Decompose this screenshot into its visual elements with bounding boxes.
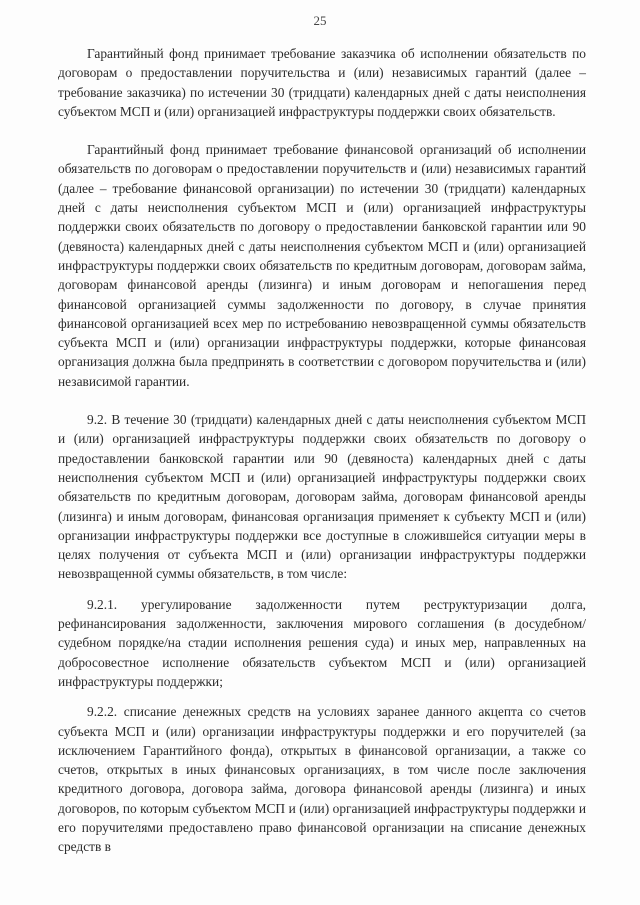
paragraph-clause-9-2: 9.2. В течение 30 (тридцати) календарных дней с даты неисполнения субъектом МСП и (или) организацией инфраструктуры поддержки своих обязательств по договору о предоставлении банковской гарантии или 90 (девяноста) календарных дней с даты неисполнения субъектом МСП и (или) организацией инфраструктуры поддержки своих обязательств по кредитным договорам, договорам займа, договорам финансовой аренды (лизинга) и иным договорам, финансовая организация применяет к субъекту МСП и (или) организации инфраструктуры поддержки все доступные в сложившейся ситуации меры в целях получения от субъекта МСП и (или) организации инфраструктуры поддержки невозвращенной суммы обязательств, в том числе:	[58, 412, 586, 582]
paragraph-guarantee-fund-financial-org-claim: Гарантийный фонд принимает требование финансовой организаций об исполнении обязательств по договорам о предоставлении поручительств и (или) независимых гарантий (далее – требование финансовой организации) по истечении 30 (тридцати) календарных дней с даты неисполнения субъектом МСП и (или) организацией инфраструктуры поддержки своих обязательств по договору о предоставлении банковской гарантии или 90 (девяноста) календарных дней с даты неисполнения субъектом МСП и (или) организацией инфраструктуры поддержки своих обязательств по кредитным договорам, договорам займа, договорам финансовой аренды (лизинга) и иным договорам и непогашения перед финансовой организацией суммы задолженности по договору, в случае принятия финансовой организацией всех мер по истребованию невозвращенной суммы обязательств субъекта МСП и (или) организации инфраструктуры поддержки, которые финансовая организация должна была предпринять в соответствии с договором поручительства и (или) независимой гарантии.	[58, 142, 586, 389]
page-number: 25	[313, 13, 327, 28]
paragraph-clause-9-2-2: 9.2.2. списание денежных средств на условиях заранее данного акцепта со счетов субъекта МСП и (или) организации инфраструктуры поддержки и его поручителей (за исключением Гарантийного фонда), открытых в финансовой организации, а также со счетов, открытых в иных финансовых организациях, в том числе после заключения кредитного договора, договора займа, договора финансовой аренды (лизинга) и иных договоров, по которым субъектом МСП и (или) организацией инфраструктуры поддержки и его поручителями предоставлено право финансовой организации на списание денежных средств в	[58, 704, 586, 855]
paragraph-guarantee-fund-customer-claim: Гарантийный фонд принимает требование заказчика об исполнении обязательств по договорам о предоставлении поручительства и (или) независимых гарантий (далее – требование заказчика) по истечении 30 (тридцати) календарных дней с даты неисполнения субъектом МСП и (или) организацией инфраструктуры поддержки своих обязательств.	[58, 46, 586, 119]
paragraph-clause-9-2-1: 9.2.1. урегулирование задолженности путем реструктуризации долга, рефинансирования задолженности, заключения мирового соглашения (в досудебном/судебном порядке/на стадии исполнения решения суда) и иных мер, направленных на добросовестное исполнение обязательств субъектом МСП и (или) организацией инфраструктуры поддержки;	[58, 596, 586, 689]
document-body	[58, 44, 586, 857]
